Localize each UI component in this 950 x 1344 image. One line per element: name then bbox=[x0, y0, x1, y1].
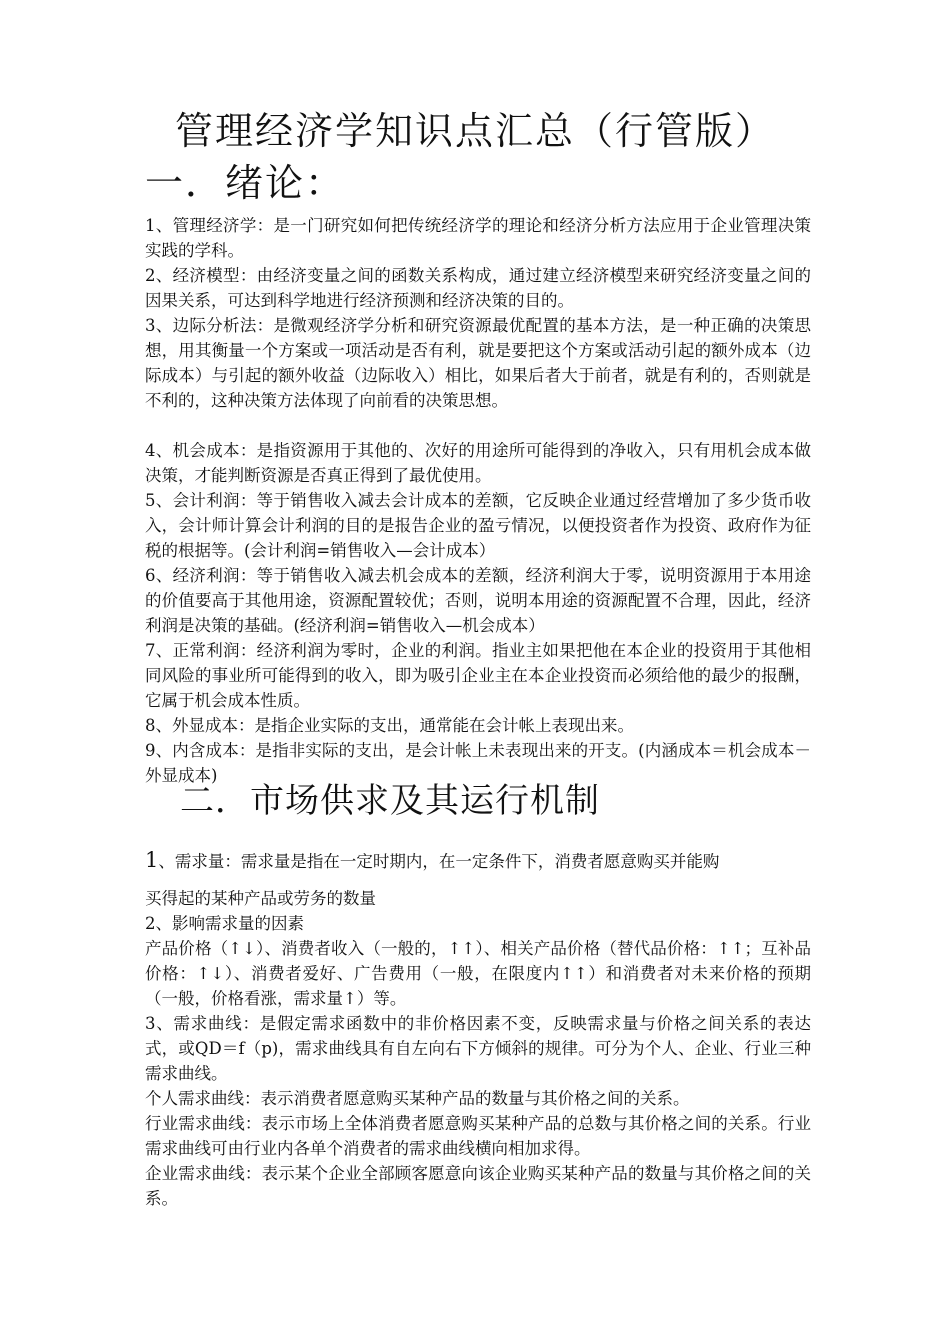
document-title: 管理经济学知识点汇总（行管版） bbox=[174, 109, 775, 153]
section2-item-1-number: 1 bbox=[145, 848, 159, 872]
section2-item-1 bbox=[145, 848, 811, 874]
firm-demand-curve: 企业需求曲线：表示某个企业全部顾客愿意向该企业购买某种产品的数量与其价格之间的关系。 bbox=[145, 1164, 811, 1208]
section1-item-7: 7、正常利润：经济利润为零时，企业的利润。指业主如果把他在本企业的投资用于其他相同风险的事业所可能得到的收入，即为吸引企业主在本企业投资而必须给他的最少的报酬，它属于机会成本性质。 bbox=[145, 641, 811, 710]
section1-item-2: 2、经济模型：由经济变量之间的函数关系构成，通过建立经济模型来研究经济变量之间的因果关系，可达到科学地进行经济预测和经济决策的目的。 bbox=[145, 266, 811, 310]
section1-item-8: 8、外显成本：是指企业实际的支出，通常能在会计帐上表现出来。 bbox=[145, 716, 634, 735]
individual-demand-curve: 个人需求曲线：表示消费者愿意购买某种产品的数量与其价格之间的关系。 bbox=[145, 1089, 690, 1108]
section2-item-3: 3、需求曲线：是假定需求函数中的非价格因素不变，反映需求量与价格之间关系的表达式，或QD＝f（p)，需求曲线具有自左向右下方倾斜的规律。可分为个人、企业、行业三种需求曲线。 bbox=[145, 1014, 811, 1083]
section2-item-2: 2、影响需求量的因素 bbox=[145, 914, 304, 933]
section2-item-2-detail: 产品价格（↑↓）、消费者收入（一般的，↑↑）、相关产品价格（替代品价格：↑↑；互补品价格：↑↓）、消费者爱好、广告费用（一般，在限度内↑↑）和消费者对未来价格的预期（一般，价格看涨，需求量↑）等。 bbox=[145, 939, 811, 1008]
section2-item-1-continued: 买得起的某种产品或劳务的数量 bbox=[145, 889, 376, 908]
section1-item-5: 5、会计利润：等于销售收入减去会计成本的差额，它反映企业通过经营增加了多少货币收入，会计师计算会计利润的目的是报告企业的盈亏情况，以便投资者作为投资、政府作为征税的根据等。(会计利润=销售收入—会计成本） bbox=[145, 491, 811, 560]
section1-item-4: 4、机会成本：是指资源用于其他的、次好的用途所可能得到的净收入，只有用机会成本做决策，才能判断资源是否真正得到了最优使用。 bbox=[145, 441, 811, 485]
section2-heading: 二．市场供求及其运行机制 bbox=[180, 781, 600, 821]
section1-heading: 一．绪论： bbox=[145, 161, 346, 205]
section1-item-3: 3、边际分析法：是微观经济学分析和研究资源最优配置的基本方法，是一种正确的决策思想，用其衡量一个方案或一项活动是否有利，就是要把这个方案或活动引起的额外成本（边际成本）与引起的额外收益（边际收入）相比，如果后者大于前者，就是有利的，否则就是不利的，这种决策方法体现了向前看的决策思想。 bbox=[145, 316, 811, 410]
industry-demand-curve: 行业需求曲线：表示市场上全体消费者愿意购买某种产品的总数与其价格之间的关系。行业需求曲线可由行业内各单个消费者的需求曲线横向相加求得。 bbox=[145, 1114, 811, 1158]
section1-item-9: 9、内含成本：是指非实际的支出，是会计帐上未表现出来的开支。(内涵成本＝机会成本－外显成本) bbox=[145, 741, 811, 785]
section1-item-6: 6、经济利润：等于销售收入减去机会成本的差额，经济利润大于零，说明资源用于本用途的价值要高于其他用途，资源配置较优；否则，说明本用途的资源配置不合理，因此，经济利润是决策的基础。(经济利润=销售收入—机会成本） bbox=[145, 566, 811, 635]
section2-item-1-text: 、需求量：需求量是指在一定时期内，在一定条件下，消费者愿意购买并能购 bbox=[158, 852, 720, 871]
section1-item-1: 1、管理经济学：是一门研究如何把传统经济学的理论和经济分析方法应用于企业管理决策实践的学科。 bbox=[145, 216, 811, 260]
